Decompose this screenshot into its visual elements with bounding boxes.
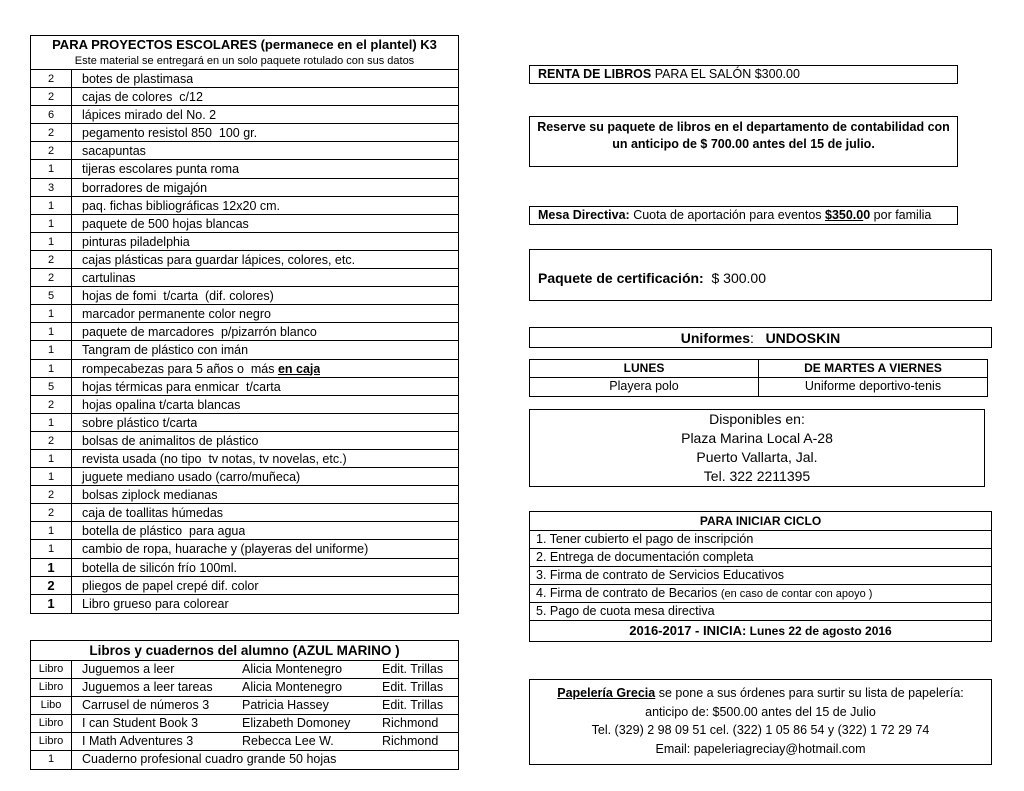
supply-desc-text: borradores de migajón [82,180,208,195]
supply-desc-text: bolsas ziplock medianas [82,488,218,503]
cycle-start-date [530,621,991,641]
supply-desc-text: paq. fichas bibliográficas 12x20 cm. [82,198,281,213]
reserve-line-2: un anticipo de $ 700.00 antes del 15 de julio. [612,137,875,151]
supply-desc-text: paquete de marcadores p/pizarrón blanco [82,325,317,340]
supply-row [31,142,458,160]
supply-row [31,269,458,287]
supply-qty: 1 [31,323,72,340]
reserve-note [529,116,958,167]
books-table [30,640,459,770]
supply-desc-text: lápices mirado del No. 2 [82,108,217,123]
supply-desc [72,215,249,232]
supply-desc-text: sobre plástico t/carta [82,415,198,430]
supply-desc [72,522,245,539]
certification-label: Paquete de certificación: [538,270,704,286]
supply-desc [72,88,203,105]
supplies-table [30,35,459,614]
book-author: Elizabeth Domoney [242,716,351,730]
supply-qty: 1 [31,341,72,358]
book-title: Juguemos a leer tareas [82,680,213,694]
start-cycle-step [530,585,991,603]
supply-row [31,124,458,142]
supply-qty: 3 [31,179,72,196]
book-type: 1 [31,751,72,769]
supply-row [31,215,458,233]
supply-row [31,106,458,124]
supply-row [31,522,458,540]
uniform-value-row [530,378,987,396]
availability-box [529,409,985,487]
supply-row [31,341,458,359]
book-title: Cuaderno profesional cuadro grande 50 hojas [82,752,337,766]
supply-desc-text: botes de plastimasa [82,72,194,86]
supply-desc-text: juguete mediano usado (carro/muñeca) [82,470,301,485]
availability-line-3: Puerto Vallarta, Jal. [696,449,818,465]
supply-desc-text: cambio de ropa, huarache y (playeras del uniforme) [82,542,369,557]
book-rental-text: PARA EL SALÓN $300.00 [654,67,800,81]
book-author: Alicia Montenegro [242,680,343,694]
supply-desc-text: rompecabezas para 5 años o más [82,361,275,376]
supply-desc [72,360,320,377]
supply-desc [72,233,190,250]
book-author: Alicia Montenegro [242,662,343,676]
supply-desc-text: pliegos de papel crepé dif. color [82,578,259,593]
book-row [31,661,458,679]
supply-row [31,160,458,178]
supply-row [31,287,458,305]
supply-qty: 1 [31,360,72,377]
stationery-line-2: anticipo de: $500.00 antes del 15 de Julio [645,704,876,719]
supply-desc [72,197,280,214]
availability-line-4: Tel. 322 2211395 [703,468,811,484]
supply-desc [72,450,347,467]
supply-row [31,179,458,197]
supply-desc [72,287,274,304]
supply-qty: 1 [31,414,72,431]
start-cycle-step: 2. Entrega de documentación completa [530,549,991,567]
book-rental-label: RENTA DE LIBROS [538,67,652,81]
board-fee-text: Cuota de aportación para eventos [633,208,825,222]
book-row [31,751,458,769]
book-rental-note [529,65,958,84]
supply-qty: 5 [31,287,72,304]
book-row [31,679,458,697]
book-type: Libro [31,679,72,696]
uniform-header-tue-fri: DE MARTES A VIERNES [804,361,942,375]
board-fee-note [529,206,958,225]
book-row [31,733,458,751]
supply-desc [72,341,248,358]
book-author: Rebecca Lee W. [242,734,334,748]
supply-desc [72,396,240,413]
supply-qty: 1 [31,233,72,250]
supply-desc-text: hojas térmicas para enmicar t/carta [82,379,281,394]
supplies-title: PARA PROYECTOS ESCOLARES (permanece en el plantel) K3 [52,37,437,52]
uniform-header-row [530,360,987,378]
book-publisher: Edit. Trillas [382,662,444,676]
supply-desc-text: pinturas piladelphia [82,234,190,249]
supply-qty: 1 [31,522,72,539]
stationery-name: Papelería Grecia [557,686,656,700]
supply-qty: 1 [31,595,72,613]
book-row [31,715,458,733]
supply-row [31,88,458,106]
availability-line-1: Disponibles en: [709,411,805,427]
supplies-subtitle: Este material se entregará en un solo paquete rotulado con sus datos [74,55,415,67]
start-cycle-step-4-note: (en caso de contar con apoyo ) [720,588,873,600]
supply-desc [72,577,259,594]
stationery-line-4: Email: papeleriagreciay@hotmail.com [655,741,866,756]
supply-desc [72,486,218,503]
supply-row [31,450,458,468]
supply-row [31,486,458,504]
start-cycle-step: 3. Firma de contrato de Servicios Educativos [530,567,991,585]
supply-rows [31,70,458,613]
uniforms-brand: UNDOSKIN [765,330,841,346]
book-title: Carrusel de números 3 [82,698,210,712]
supply-qty: 2 [31,142,72,159]
uniform-value-monday: Playera polo [530,378,759,396]
supplies-header [31,36,458,70]
supply-desc-emphasis: en caja [277,361,321,376]
book-author: Patricia Hassey [242,698,329,712]
supply-row [31,540,458,558]
uniforms-label: Uniformes [680,330,750,346]
supply-row [31,305,458,323]
supply-row [31,233,458,251]
supply-desc [72,70,193,87]
supply-row [31,360,458,378]
supply-row [31,432,458,450]
supply-desc [72,106,216,123]
supply-qty: 2 [31,124,72,141]
supply-desc [72,160,239,177]
certification-amount: $ 300.00 [703,270,766,286]
book-title: Juguemos a leer [82,662,175,676]
supply-row [31,70,458,88]
supply-desc [72,142,146,159]
supply-desc-text: Tangram de plástico con imán [82,343,249,358]
supply-qty: 2 [31,396,72,413]
book-publisher: Richmond [382,734,439,748]
supply-desc [72,468,300,485]
supply-desc-text: sacapuntas [82,144,146,159]
book-rows [31,661,458,769]
uniforms-heading [529,327,992,348]
start-cycle-step: 1. Tener cubierto el pago de inscripción [530,531,991,549]
supply-qty: 5 [31,378,72,395]
stationery-store-box [529,679,992,765]
book-row [31,697,458,715]
stationery-line-1 [530,684,991,703]
start-cycle-step: 5. Pago de cuota mesa directiva [530,603,991,621]
supply-qty: 6 [31,106,72,123]
book-title: I Math Adventures 3 [82,734,194,748]
supply-qty: 1 [31,305,72,322]
cycle-start-day: Lunes 22 de agosto 2016 [746,624,892,638]
supply-desc-text: hojas de fomi t/carta (dif. colores) [82,289,274,304]
supply-row [31,378,458,396]
supply-desc [72,323,317,340]
supply-row [31,559,458,577]
board-fee-amount: $350.0 [825,208,864,222]
supply-desc-text: paquete de 500 hojas blancas [82,216,249,231]
start-cycle-title: PARA INICIAR CICLO [530,512,991,531]
supply-qty: 2 [31,88,72,105]
supply-desc [72,124,257,141]
supply-qty: 1 [31,215,72,232]
supply-desc [72,251,355,268]
supply-qty: 1 [31,468,72,485]
book-type: Libro [31,733,72,750]
supply-qty: 2 [31,486,72,503]
supply-row [31,251,458,269]
supply-row [31,504,458,522]
book-title: I can Student Book 3 [82,716,199,730]
book-publisher: Edit. Trillas [382,698,444,712]
reserve-line-1: Reserve su paquete de libros en el departamento de contabilidad con [537,120,950,134]
board-fee-suffix: por familia [870,208,932,222]
supply-desc [72,559,237,576]
supply-desc [72,540,368,557]
supply-desc-text: botella de plástico para agua [82,524,246,539]
stationery-line-3: Tel. (329) 2 98 09 51 cel. (322) 1 05 86 54 y (322) 1 72 29 74 [591,723,930,737]
certification-package-note [529,249,992,301]
supply-desc [72,432,259,449]
supply-qty: 2 [31,251,72,268]
supply-row [31,577,458,595]
supply-desc-text: bolsas de animalitos de plástico [82,433,259,448]
supply-row [31,396,458,414]
supply-desc [72,179,207,196]
supply-desc [72,378,281,395]
supply-desc-text: pegamento resistol 850 100 gr. [82,126,258,141]
supply-desc [72,414,197,431]
supply-qty: 1 [31,559,72,576]
book-publisher: Edit. Trillas [382,680,444,694]
supply-qty: 2 [31,432,72,449]
uniform-schedule-table [529,359,988,397]
supply-qty: 2 [31,577,72,594]
supply-desc-text: caja de toallitas húmedas [82,506,224,521]
supply-row [31,595,458,613]
availability-line-2: Plaza Marina Local A-28 [681,430,833,446]
book-type: Libo [31,697,72,714]
supply-desc [72,305,271,322]
supply-desc-text: revista usada (no tipo tv notas, tv novelas, etc.) [82,451,347,466]
cycle-start-label: 2016-2017 - INICIA: [629,623,747,638]
supply-desc-text: botella de silicón frío 100ml. [82,560,237,575]
supply-desc-text: cartulinas [82,271,136,286]
supply-desc-text: Libro grueso para colorear [82,596,229,611]
supply-desc-text: tijeras escolares punta roma [82,162,240,177]
uniform-header-monday: LUNES [530,360,759,377]
books-title: Libros y cuadernos del alumno (AZUL MARINO ) [31,641,458,661]
uniform-value-tue-fri: Uniforme deportivo-tenis [804,379,942,393]
supply-row [31,197,458,215]
supply-row [31,468,458,486]
start-cycle-table [529,511,992,642]
board-fee-label: Mesa Directiva: [538,208,630,222]
stationery-intro: se pone a sus órdenes para surtir su lista de papelería: [655,686,964,700]
supply-qty: 1 [31,197,72,214]
book-publisher: Richmond [382,716,439,730]
supply-qty: 1 [31,160,72,177]
supply-desc [72,595,229,613]
supply-qty: 1 [31,540,72,557]
supply-qty: 1 [31,450,72,467]
uniforms-colon: : [750,330,766,346]
supply-qty: 2 [31,70,72,87]
supply-qty: 2 [31,504,72,521]
supply-desc [72,269,136,286]
supply-row [31,323,458,341]
supply-desc-text: hojas opalina t/carta blancas [82,397,241,412]
board-fee-amount-tail: 0 [863,208,871,222]
book-type: Libro [31,661,72,678]
supply-desc-text: cajas plásticas para guardar lápices, colores, etc. [82,252,356,267]
supply-qty: 2 [31,269,72,286]
supply-desc [72,504,223,521]
start-cycle-step-4: 4. Firma de contrato de Becarios [536,586,721,600]
supply-desc-text: marcador permanente color negro [82,307,271,322]
book-type: Libro [31,715,72,732]
supply-desc-text: cajas de colores c/12 [82,90,203,105]
supply-row [31,414,458,432]
